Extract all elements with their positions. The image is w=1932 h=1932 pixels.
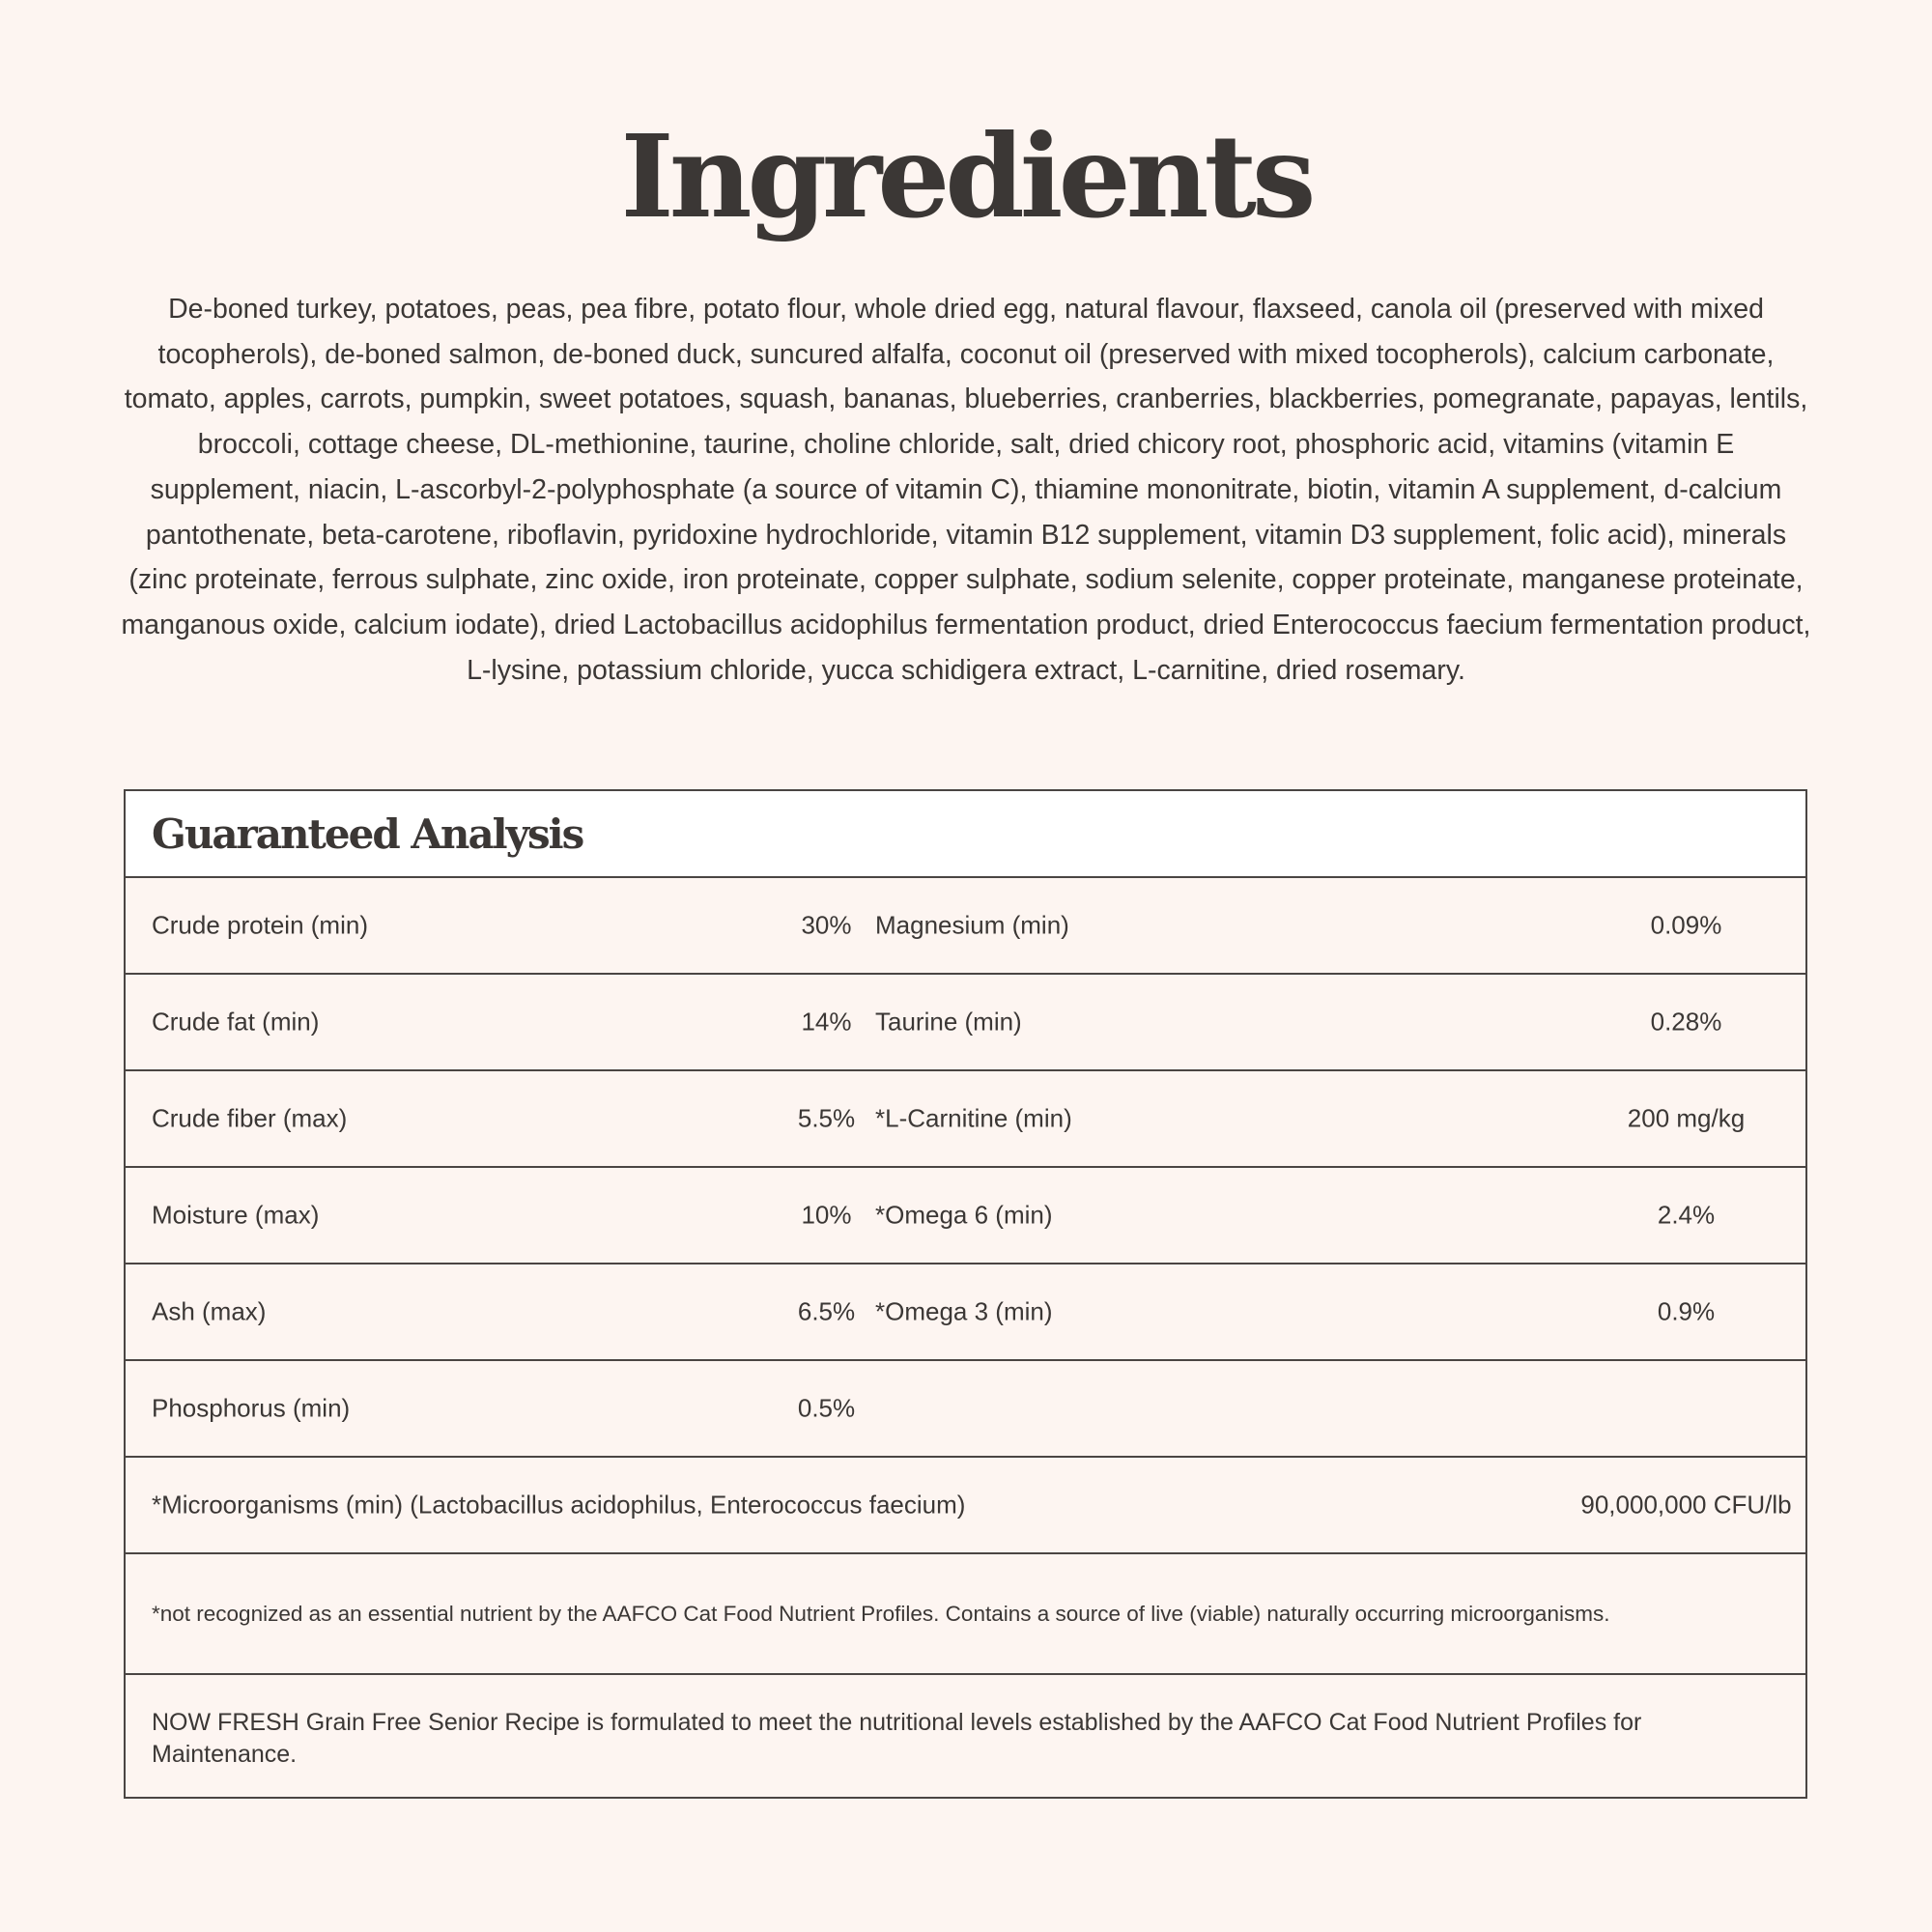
- nutrient-value: 6.5%: [797, 1296, 856, 1326]
- nutrient-value: 30%: [801, 910, 852, 940]
- aafco-statement-row: [126, 1675, 1805, 1802]
- table-row: [126, 975, 1805, 1071]
- nutrient-value: 0.9%: [1657, 1296, 1716, 1326]
- nutrient-name: Moisture (max): [152, 1200, 320, 1230]
- nutrient-value: 90,000,000 CFU/lb: [1580, 1490, 1792, 1520]
- nutrient-value: 5.5%: [797, 1103, 856, 1133]
- nutrient-name: *Microorganisms (min) (Lactobacillus acidophilus, Enterococcus faecium): [152, 1490, 966, 1520]
- ingredients-list: De-boned turkey, potatoes, peas, pea fibre, potato flour, whole dried egg, natural flavour, flaxseed, canola oil (preserved with mixed tocopherols), de-boned salmon, de-boned duck, suncured alfalfa, coconut oil (preserved with mixed tocopherols), calcium carbonate, tomato, apples, carrots, pumpkin, sweet potatoes, squash, bananas, blueberries, cranberries, blackberries, pomegranate, papayas, lentils, broccoli, cottage cheese, DL-methionine, taurine, choline chloride, salt, dried chicory root, phosphoric acid, vitamins (vitamin E supplement, niacin, L-ascorbyl-2-polyphosphate (a source of vitamin C), thiamine mononitrate, biotin, vitamin A supplement, d-calcium pantothenate, beta-carotene, riboflavin, pyridoxine hydrochloride, vitamin B12 supplement, vitamin D3 supplement, folic acid), minerals (zinc proteinate, ferrous sulphate, zinc oxide, iron proteinate, copper sulphate, sodium selenite, copper proteinate, manganese proteinate, manganous oxide, calcium iodate), dried Lactobacillus acidophilus fermentation product, dried Enterococcus faecium fermentation product, L-lysine, potassium chloride, yucca schidigera extract, L-carnitine, dried rosemary.: [121, 294, 1811, 686]
- aafco-statement-text: NOW FRESH Grain Free Senior Recipe is formulated to meet the nutritional levels established by the AAFCO Cat Food Nutrient Profiles for Maintenance.: [152, 1708, 1642, 1768]
- nutrient-value: 14%: [801, 1007, 852, 1037]
- nutrient-value: 0.09%: [1650, 910, 1722, 940]
- nutrient-name: Crude fat (min): [152, 1007, 320, 1037]
- table-row: [126, 878, 1805, 975]
- microorganisms-row: [126, 1458, 1805, 1554]
- nutrient-name: *Omega 3 (min): [875, 1296, 1053, 1326]
- nutrient-value: 2.4%: [1657, 1200, 1716, 1230]
- nutrient-name: Crude protein (min): [152, 910, 368, 940]
- guaranteed-analysis-table: [124, 789, 1807, 1799]
- nutrient-name: Ash (max): [152, 1296, 267, 1326]
- footnote-text: *not recognized as an essential nutrient by the AAFCO Cat Food Nutrient Profiles. Contains a source of live (viable) naturally occurring microorganisms.: [152, 1602, 1610, 1626]
- nutrient-value: 200 mg/kg: [1627, 1103, 1746, 1133]
- footnote-row: [126, 1554, 1805, 1675]
- nutrient-name: Phosphorus (min): [152, 1393, 351, 1423]
- analysis-header: [126, 791, 1805, 878]
- nutrient-name: Magnesium (min): [875, 910, 1069, 940]
- nutrient-value: 10%: [801, 1200, 852, 1230]
- nutrient-name: *L-Carnitine (min): [875, 1103, 1072, 1133]
- nutrient-value: 0.28%: [1650, 1007, 1722, 1037]
- nutrient-name: Taurine (min): [875, 1007, 1022, 1037]
- table-row: [126, 1264, 1805, 1361]
- table-row: [126, 1071, 1805, 1168]
- nutrient-name: Crude fiber (max): [152, 1103, 348, 1133]
- analysis-title: Guaranteed Analysis: [152, 810, 583, 858]
- nutrient-name: *Omega 6 (min): [875, 1200, 1053, 1230]
- table-row: [126, 1168, 1805, 1264]
- page-title: Ingredients: [620, 109, 1312, 243]
- nutrient-value: 0.5%: [797, 1393, 856, 1423]
- table-row: [126, 1361, 1805, 1458]
